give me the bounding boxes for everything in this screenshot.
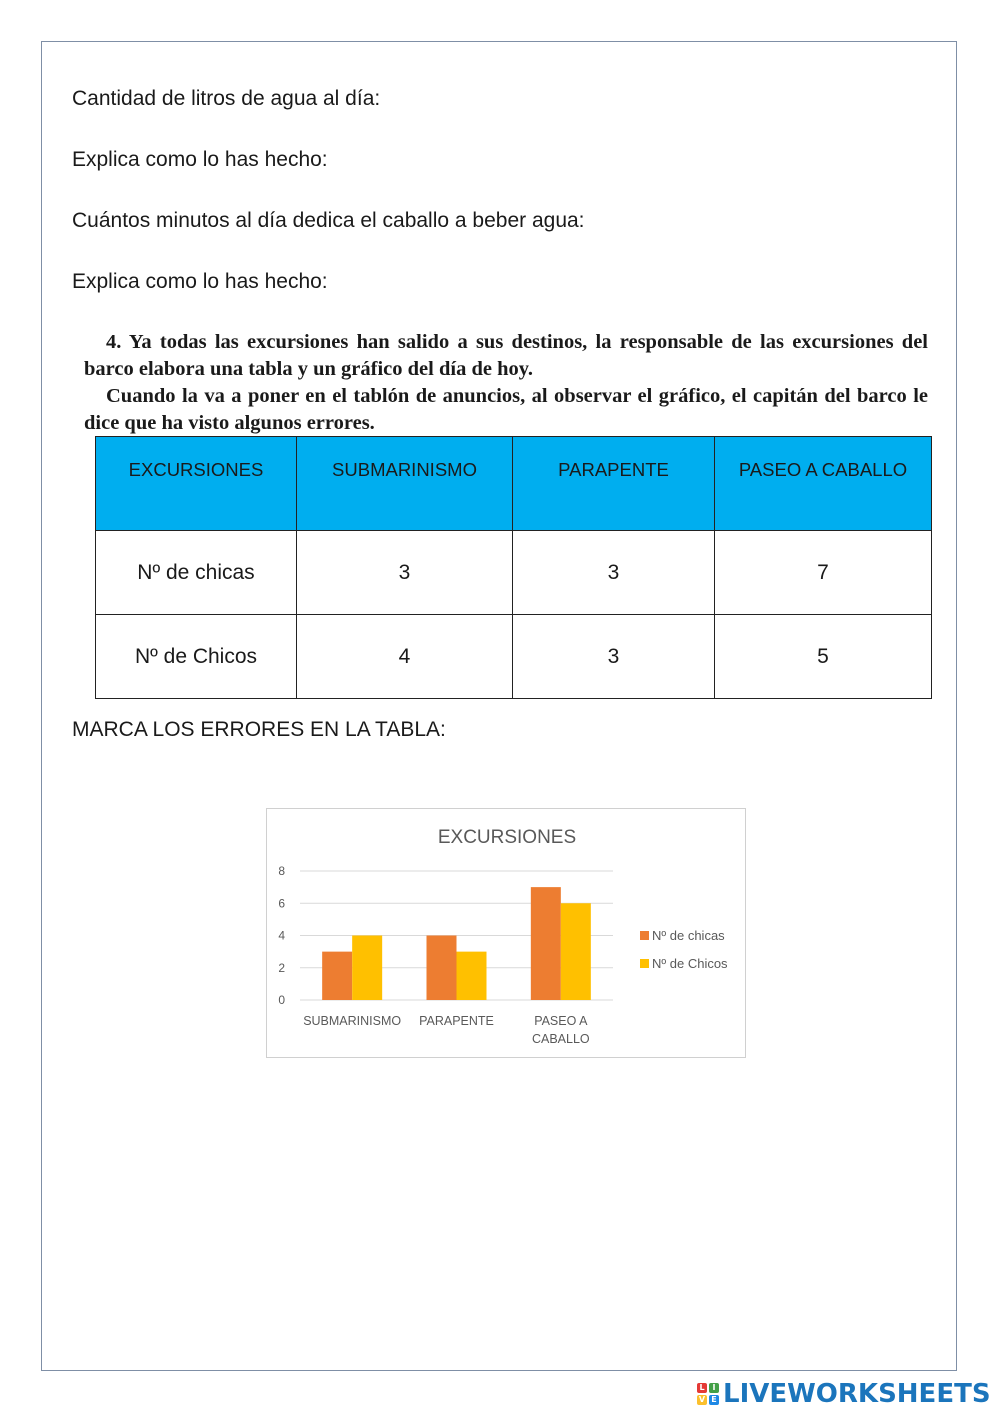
table-cell: Nº de Chicos — [96, 615, 297, 699]
liveworksheets-logo — [697, 1378, 991, 1410]
table-cell[interactable]: 3 — [297, 531, 513, 615]
legend-swatch — [640, 931, 649, 940]
bar-ndechicos — [457, 952, 487, 1000]
bar-ndechicos — [561, 903, 591, 1000]
logo-letter: I — [709, 1383, 719, 1393]
excursions-chart — [266, 808, 746, 1058]
instruction-mark-errors: MARCA LOS ERRORES EN LA TABLA: — [72, 718, 446, 741]
exercise-4-paragraph-1: 4. Ya todas las excursiones han salido a sus destinos, la responsable de las excursiones del barco elabora una tabla y un gráfico del día de hoy. — [84, 331, 928, 380]
y-tick-label: 6 — [278, 896, 285, 911]
bar-ndechicas — [322, 952, 352, 1000]
table-header-cell: EXCURSIONES — [96, 437, 297, 531]
bar-ndechicas — [531, 887, 561, 1000]
question-explain-1: Explica como lo has hecho: — [72, 148, 328, 171]
y-tick-label: 0 — [278, 993, 285, 1007]
table-cell[interactable]: 7 — [715, 531, 932, 615]
brand-name: LIVEWORKSHEETS — [723, 1379, 991, 1409]
question-liters: Cantidad de litros de agua al día: — [72, 87, 381, 110]
table-header-row — [96, 437, 932, 531]
excursions-table — [95, 436, 932, 699]
table-cell[interactable]: 5 — [715, 615, 932, 699]
table-cell[interactable]: 3 — [513, 615, 715, 699]
x-tick-label: PARAPENTE — [419, 1014, 494, 1028]
logo-mark — [697, 1383, 719, 1405]
x-tick-label: CABALLO — [531, 1032, 590, 1046]
legend-swatch — [640, 959, 649, 968]
x-tick-label: PASEO A — [534, 1014, 588, 1028]
chart-title: EXCURSIONES — [437, 827, 577, 848]
table-row — [96, 615, 932, 699]
question-minutes: Cuántos minutos al día dedica el caballo a beber agua: — [72, 209, 585, 232]
legend-label: Nº de chicas — [652, 928, 725, 943]
table-header-cell: PASEO A CABALLO — [715, 437, 932, 531]
legend-label: Nº de Chicos — [652, 956, 728, 971]
table-cell: Nº de chicas — [96, 531, 297, 615]
table-row — [96, 531, 932, 615]
bar-ndechicos — [352, 936, 382, 1001]
y-tick-label: 2 — [278, 960, 285, 975]
chart-svg — [267, 809, 745, 1057]
worksheet-frame — [41, 41, 957, 1371]
y-tick-label: 8 — [278, 864, 285, 878]
exercise-4-paragraph-2: Cuando la va a poner en el tablón de anuncios, al observar el gráfico, el capitán del barco le dice que ha visto algunos errores. — [84, 385, 928, 434]
bar-ndechicas — [427, 936, 457, 1001]
table-header-cell: PARAPENTE — [513, 437, 715, 531]
question-explain-2: Explica como lo has hecho: — [72, 270, 328, 293]
logo-letter: L — [697, 1383, 707, 1393]
logo-letter: E — [709, 1395, 719, 1405]
y-tick-label: 4 — [278, 928, 285, 943]
table-header-cell: SUBMARINISMO — [297, 437, 513, 531]
logo-letter: V — [698, 1395, 706, 1404]
x-tick-label: SUBMARINISMO — [303, 1014, 402, 1028]
table-cell[interactable]: 4 — [297, 615, 513, 699]
table-cell[interactable]: 3 — [513, 531, 715, 615]
